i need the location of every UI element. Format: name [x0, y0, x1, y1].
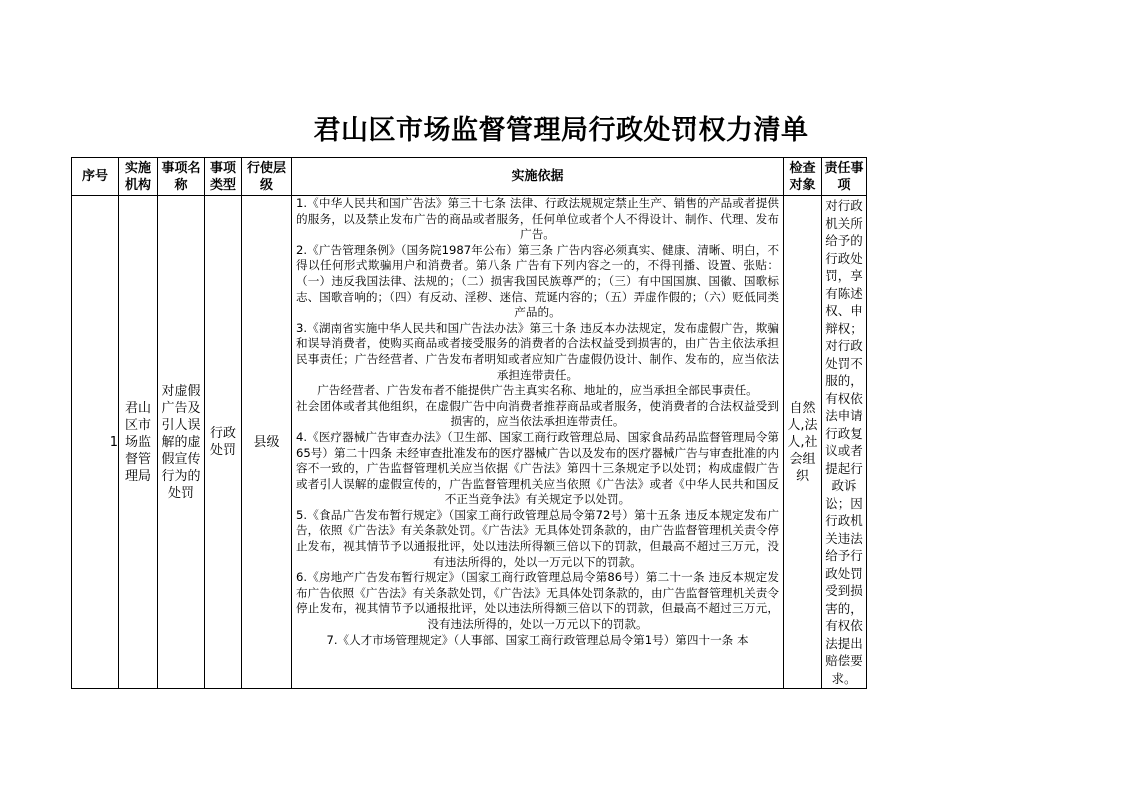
- header-item-name: 事项名称: [158, 158, 205, 196]
- row-seq: 1: [72, 196, 119, 689]
- row-item-name: 对虚假广告及引人误解的虚假宣传行为的处罚: [158, 196, 205, 689]
- basis-paragraph: 5.《食品广告发布暂行规定》（国家工商行政管理总局令第72号）第十五条 违反本规定发布广告，依照《广告法》有关条款处罚。《广告法》无具体处罚条款的，由广告监督管理机关责令停止发布，视其情节予以通报批评，处以违法所得额三倍以下的罚款，但最高不超过三万元，没有违法所得的，处以一万元以下的罚款。: [296, 507, 779, 569]
- header-agency: 实施机构: [119, 158, 158, 196]
- header-item-type: 事项类型: [205, 158, 242, 196]
- basis-paragraph: 7.《人才市场管理规定》（人事部、国家工商行政管理总局令第1号）第四十一条 本: [326, 632, 749, 647]
- page-title: 君山区市场监督管理局行政处罚权力清单: [313, 115, 809, 146]
- row-agency: 君山区市场监督管理局: [119, 196, 158, 689]
- basis-paragraph: 1.《中华人民共和国广告法》第三十七条 法律、行政法规规定禁止生产、销售的产品或者提供的服务，以及禁止发布广告的商品或者服务，任何单位或者个人不得设计、制作、代理、发布广告。: [296, 196, 779, 242]
- header-level: 行使层级: [242, 158, 292, 196]
- row-item-type: 行政处罚: [205, 196, 242, 689]
- power-list-table: [71, 157, 867, 689]
- table-row: [72, 196, 867, 689]
- row-target: 自然人,法人,社会组织: [784, 196, 822, 689]
- basis-paragraph: 广告经营者、广告发布者不能提供广告主真实名称、地址的，应当承担全部民事责任。: [317, 383, 758, 398]
- header-seq: 序号: [72, 158, 119, 196]
- basis-text-block: [292, 196, 783, 688]
- basis-paragraph: 社会团体或者其他组织，在虚假广告中向消费者推荐商品或者服务，使消费者的合法权益受到损害的，应当依法承担连带责任。: [296, 398, 779, 429]
- header-duty: 责任事项: [822, 158, 867, 196]
- row-duty: 对行政机关所给予的行政处罚，享有陈述权、申辩权；对行政处罚不服的，有权依法申请行政复议或者提起行政诉讼；因行政机关违法给予行政处罚受到损害的，有权依法提出赔偿要求。: [822, 196, 867, 689]
- header-target: 检查对象: [784, 158, 822, 196]
- header-basis: 实施依据: [292, 158, 784, 196]
- basis-paragraph: 6.《房地产广告发布暂行规定》（国家工商行政管理总局令第86号）第二十一条 违反本规定发布广告依照《广告法》有关条款处罚，《广告法》无具体处罚条款的，由广告监督管理机关责令停止发布，视其情节予以通报批评，处以违法所得额三倍以下的罚款，但最高不超过三万元，没有违法所得的，处以一万元以下的罚款。: [296, 570, 779, 632]
- header-row: [72, 158, 867, 196]
- basis-paragraph: 4.《医疗器械广告审查办法》（卫生部、国家工商行政管理总局、国家食品药品监督管理局令第65号）第二十四条 未经审查批准发布的医疗器械广告以及发布的医疗器械广告与审查批准的内容不一致的，广告监督管理机关应当依据《广告法》第四十三条规定予以处罚；构成虚假广告或者引人误解的虚假宣传的，广告监督管理机关应当依照《广告法》或者《中华人民共和国反不正当竞争法》有关规定予以处罚。: [296, 429, 779, 507]
- row-level: 县级: [242, 196, 292, 689]
- row-basis: [292, 196, 784, 689]
- basis-paragraph: 2.《广告管理条例》（国务院1987年公布）第三条 广告内容必须真实、健康、清晰、明白，不得以任何形式欺骗用户和消费者。第八条 广告有下列内容之一的，不得刊播、设置、张贴：（一）违反我国法律、法规的；（二）损害我国民族尊严的；（三）有中国国旗、国徽、国歌标志、国歌音响的；（四）有反动、淫秽、迷信、荒诞内容的；（五）弄虚作假的；（六）贬低同类产品的。: [296, 242, 779, 320]
- basis-paragraph: 3.《湖南省实施中华人民共和国广告法办法》第三十条 违反本办法规定，发布虚假广告，欺骗和误导消费者，使购买商品或者接受服务的消费者的合法权益受到损害的，由广告主依法承担民事责任；广告经营者、广告发布者明知或者应知广告虚假仍设计、制作、发布的，应当依法承担连带责任。: [296, 320, 779, 382]
